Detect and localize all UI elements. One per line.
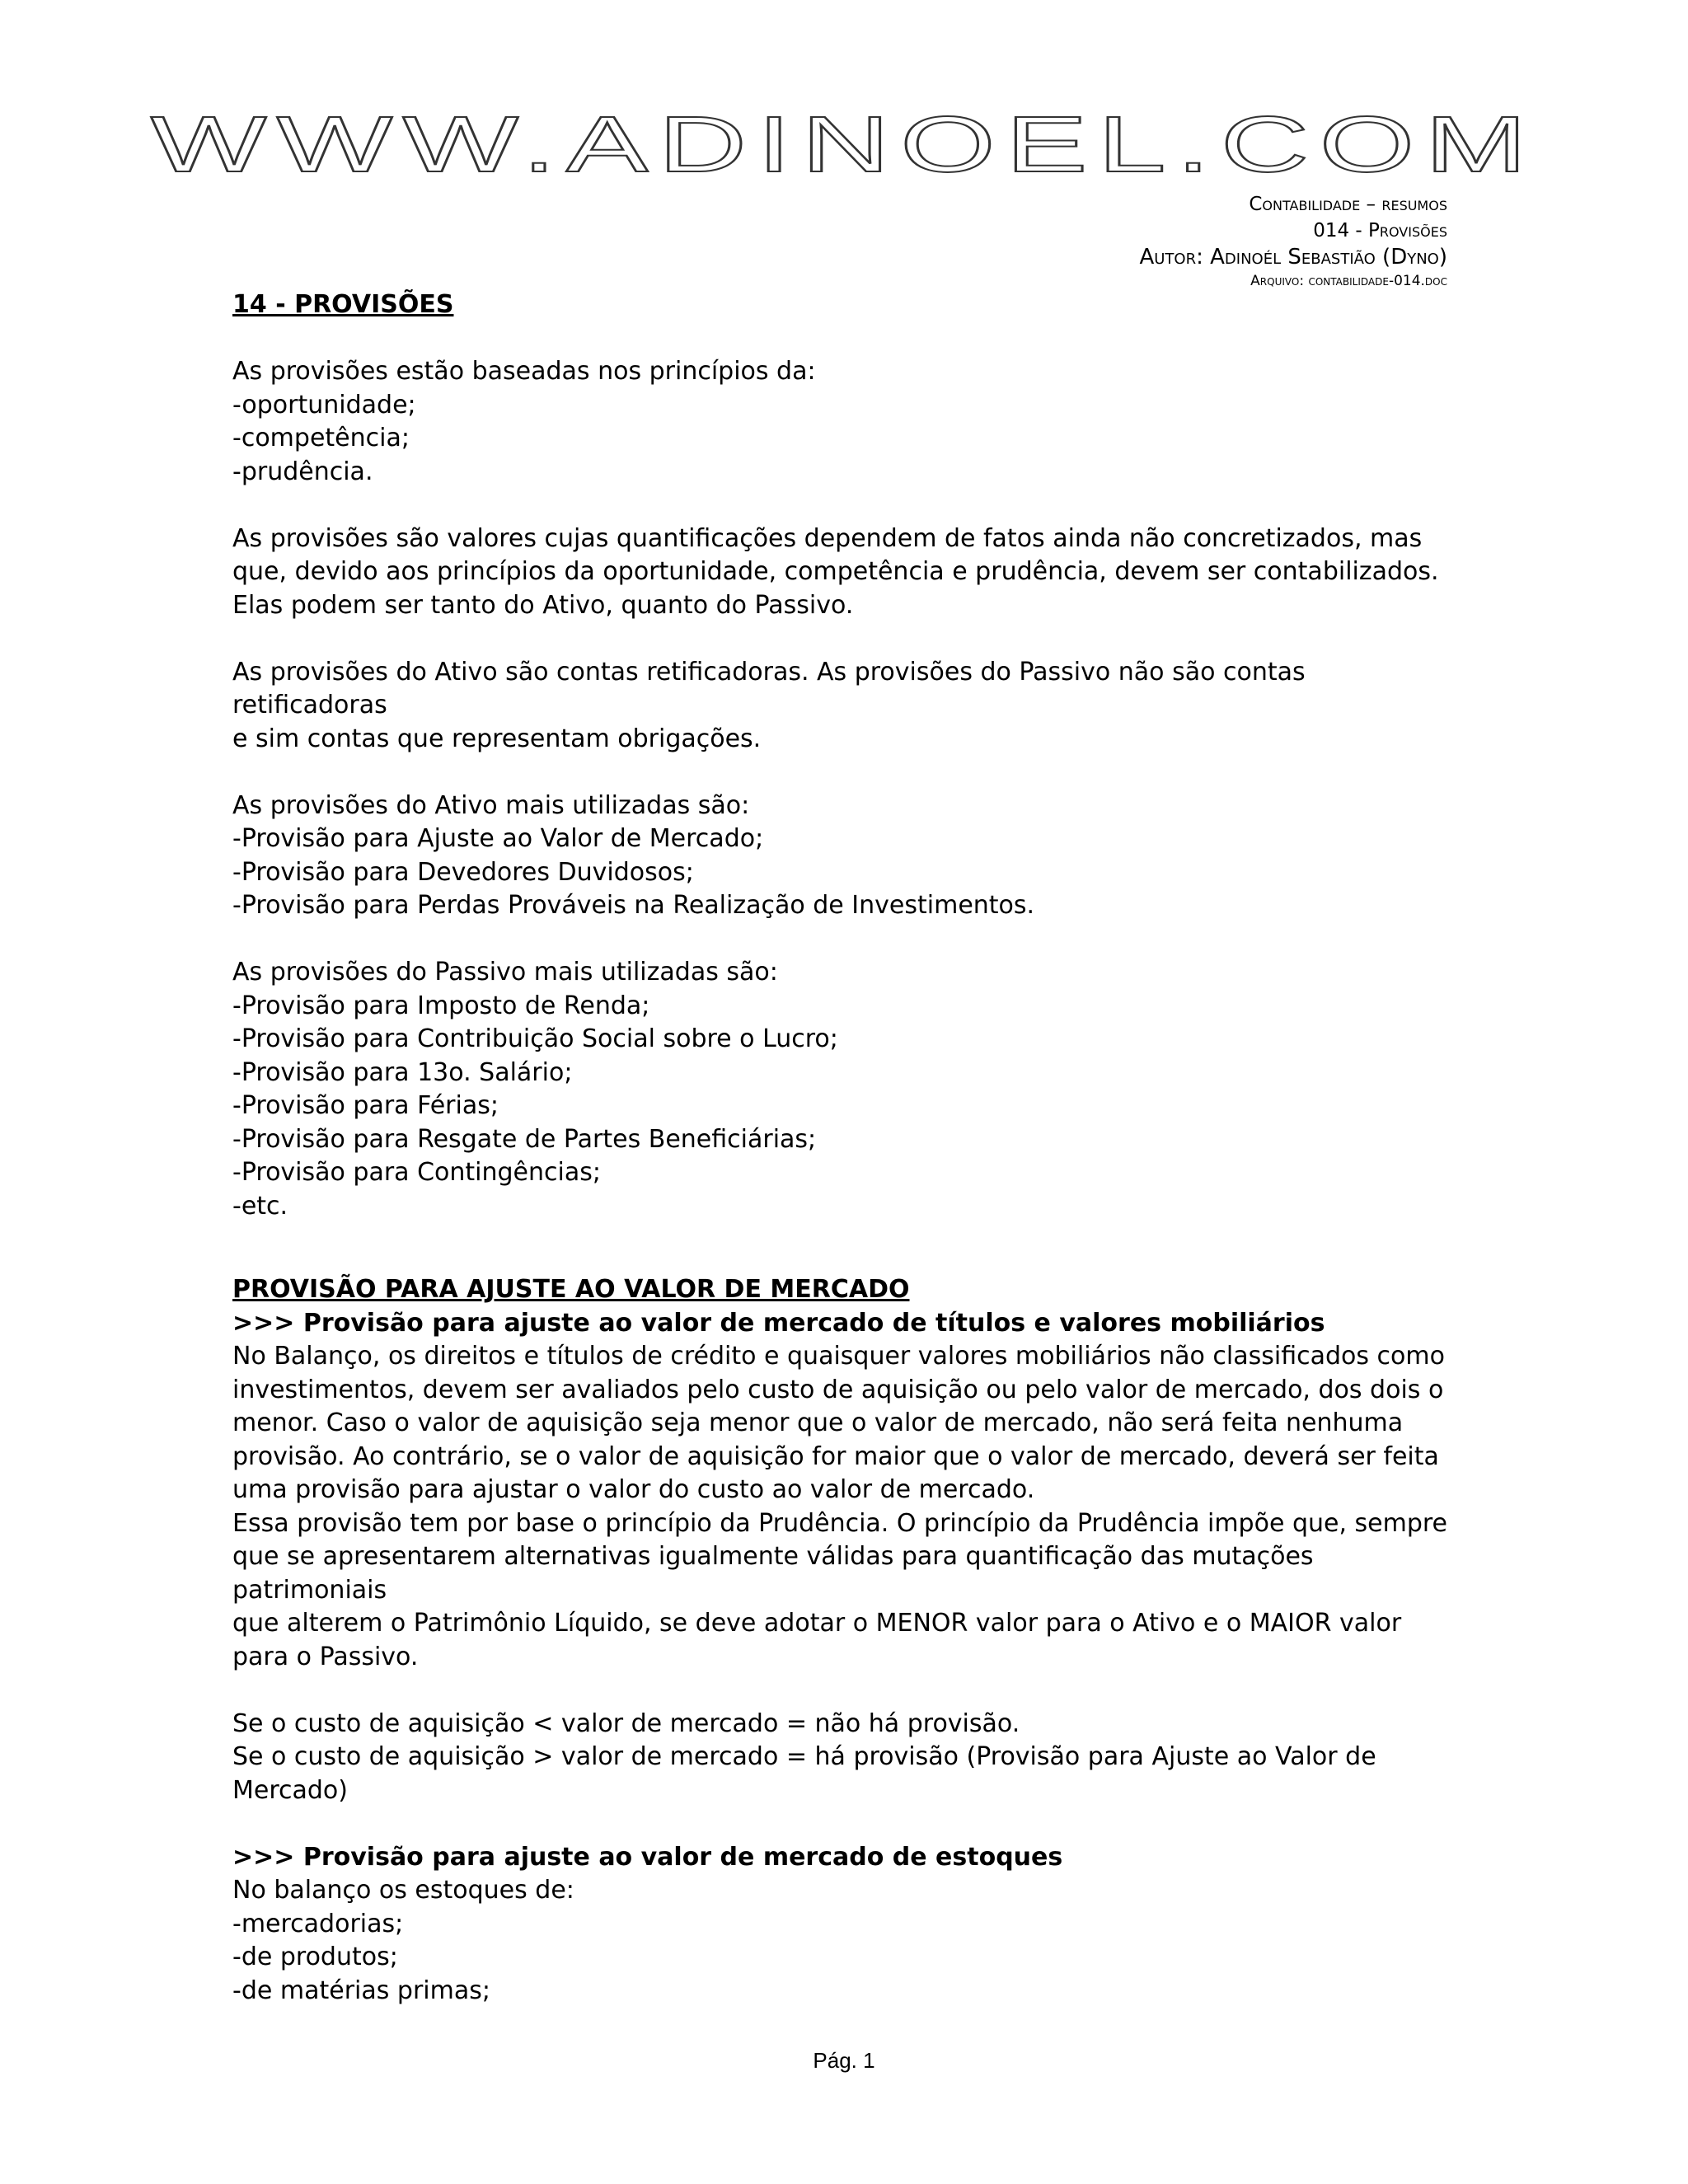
- page-title: 14 - PROVISÕES: [232, 290, 454, 319]
- paragraph-line: investimentos, devem ser avaliados pelo custo de aquisição ou pelo valor de mercado, dos dois o: [232, 1375, 1444, 1404]
- list-item: -Provisão para Contribuição Social sobre o Lucro;: [232, 1024, 838, 1053]
- passivo-lead: As provisões do Passivo mais utilizadas são:: [232, 958, 778, 987]
- document-header: [1139, 191, 1447, 292]
- subsection-title: >>> Provisão para ajuste ao valor de mercado de estoques: [232, 1842, 1063, 1872]
- paragraph-line: que alterem o Patrimônio Líquido, se deve adotar o MENOR valor para o Ativo e o MAIOR valor: [232, 1609, 1402, 1638]
- paragraph-line: Elas podem ser tanto do Ativo, quanto do Passivo.: [232, 590, 854, 620]
- list-item: -de produtos;: [232, 1943, 398, 1971]
- section-title: PROVISÃO PARA AJUSTE AO VALOR DE MERCADO: [232, 1275, 910, 1304]
- rule-line: Se o custo de aquisição > valor de mercado = há provisão (Provisão para Ajuste ao Valor de: [232, 1742, 1376, 1771]
- list-item: -Provisão para Devedores Duvidosos;: [232, 857, 694, 887]
- paragraph-line: menor. Caso o valor de aquisição seja menor que o valor de mercado, não será feita nenhuma: [232, 1408, 1404, 1437]
- paragraph-line: Essa provisão tem por base o princípio da Prudência. O princípio da Prudência impõe que, sempre: [232, 1508, 1448, 1538]
- subsection-title: >>> Provisão para ajuste ao valor de mercado de títulos e valores mobiliários: [232, 1308, 1325, 1338]
- list-item: -prudência.: [232, 457, 373, 486]
- paragraph-line: que, devido aos princípios da oportunidade, competência e prudência, devem ser contabilizados.: [232, 557, 1439, 586]
- estoques-lead: No balanço os estoques de:: [232, 1876, 574, 1905]
- header-file: Arquivo: contabilidade-014.doc: [1250, 273, 1447, 289]
- document-body: [232, 288, 1452, 2008]
- list-item: -mercadorias;: [232, 1909, 404, 1938]
- paragraph-line: que se apresentarem alternativas igualmente válidas para quantificação das mutações patrimoniais: [232, 1542, 1314, 1605]
- list-item: -Provisão para Contingências;: [232, 1158, 601, 1187]
- header-subject: Contabilidade – resumos: [1249, 194, 1447, 215]
- intro-lead: As provisões estão baseadas nos princípios da:: [232, 357, 816, 386]
- list-item: -Provisão para Imposto de Renda;: [232, 991, 650, 1020]
- paragraph-line: para o Passivo.: [232, 1642, 419, 1671]
- paragraph-line: e sim contas que representam obrigações.: [232, 724, 762, 753]
- watermark-logo: WWW.ADINOEL.COM: [150, 101, 1538, 189]
- list-item: -Provisão para Perdas Prováveis na Realização de Investimentos.: [232, 891, 1035, 920]
- list-item: -Provisão para 13o. Salário;: [232, 1057, 573, 1087]
- list-item: -Provisão para Resgate de Partes Beneficiárias;: [232, 1124, 817, 1154]
- paragraph-line: uma provisão para ajustar o valor do custo ao valor de mercado.: [232, 1475, 1035, 1504]
- list-item: -Provisão para Férias;: [232, 1091, 499, 1120]
- rule-line: Se o custo de aquisição < valor de mercado = não há provisão.: [232, 1708, 1020, 1738]
- header-chapter: 014 - Provisões: [1313, 220, 1447, 241]
- list-item: -etc.: [232, 1191, 288, 1221]
- paragraph-line: As provisões do Ativo são contas retificadoras. As provisões do Passivo não são contas retificadoras: [232, 657, 1306, 719]
- page-number: Pág. 1: [813, 2048, 875, 2073]
- list-item: -oportunidade;: [232, 390, 416, 419]
- ativo-lead: As provisões do Ativo mais utilizadas são:: [232, 790, 750, 820]
- list-item: -Provisão para Ajuste ao Valor de Mercado;: [232, 824, 764, 853]
- rule-line: Mercado): [232, 1775, 348, 1805]
- list-item: -de matérias primas;: [232, 1975, 490, 2005]
- paragraph-line: No Balanço, os direitos e títulos de crédito e quaisquer valores mobiliários não classificados como: [232, 1342, 1445, 1371]
- list-item: -competência;: [232, 424, 410, 452]
- paragraph-line: provisão. Ao contrário, se o valor de aquisição for maior que o valor de mercado, deverá ser feita: [232, 1441, 1439, 1471]
- paragraph-line: As provisões são valores cujas quantificações dependem de fatos ainda não concretizados, mas: [232, 523, 1423, 553]
- header-author: Autor: Adinoél Sebastião (Dyno): [1139, 245, 1447, 269]
